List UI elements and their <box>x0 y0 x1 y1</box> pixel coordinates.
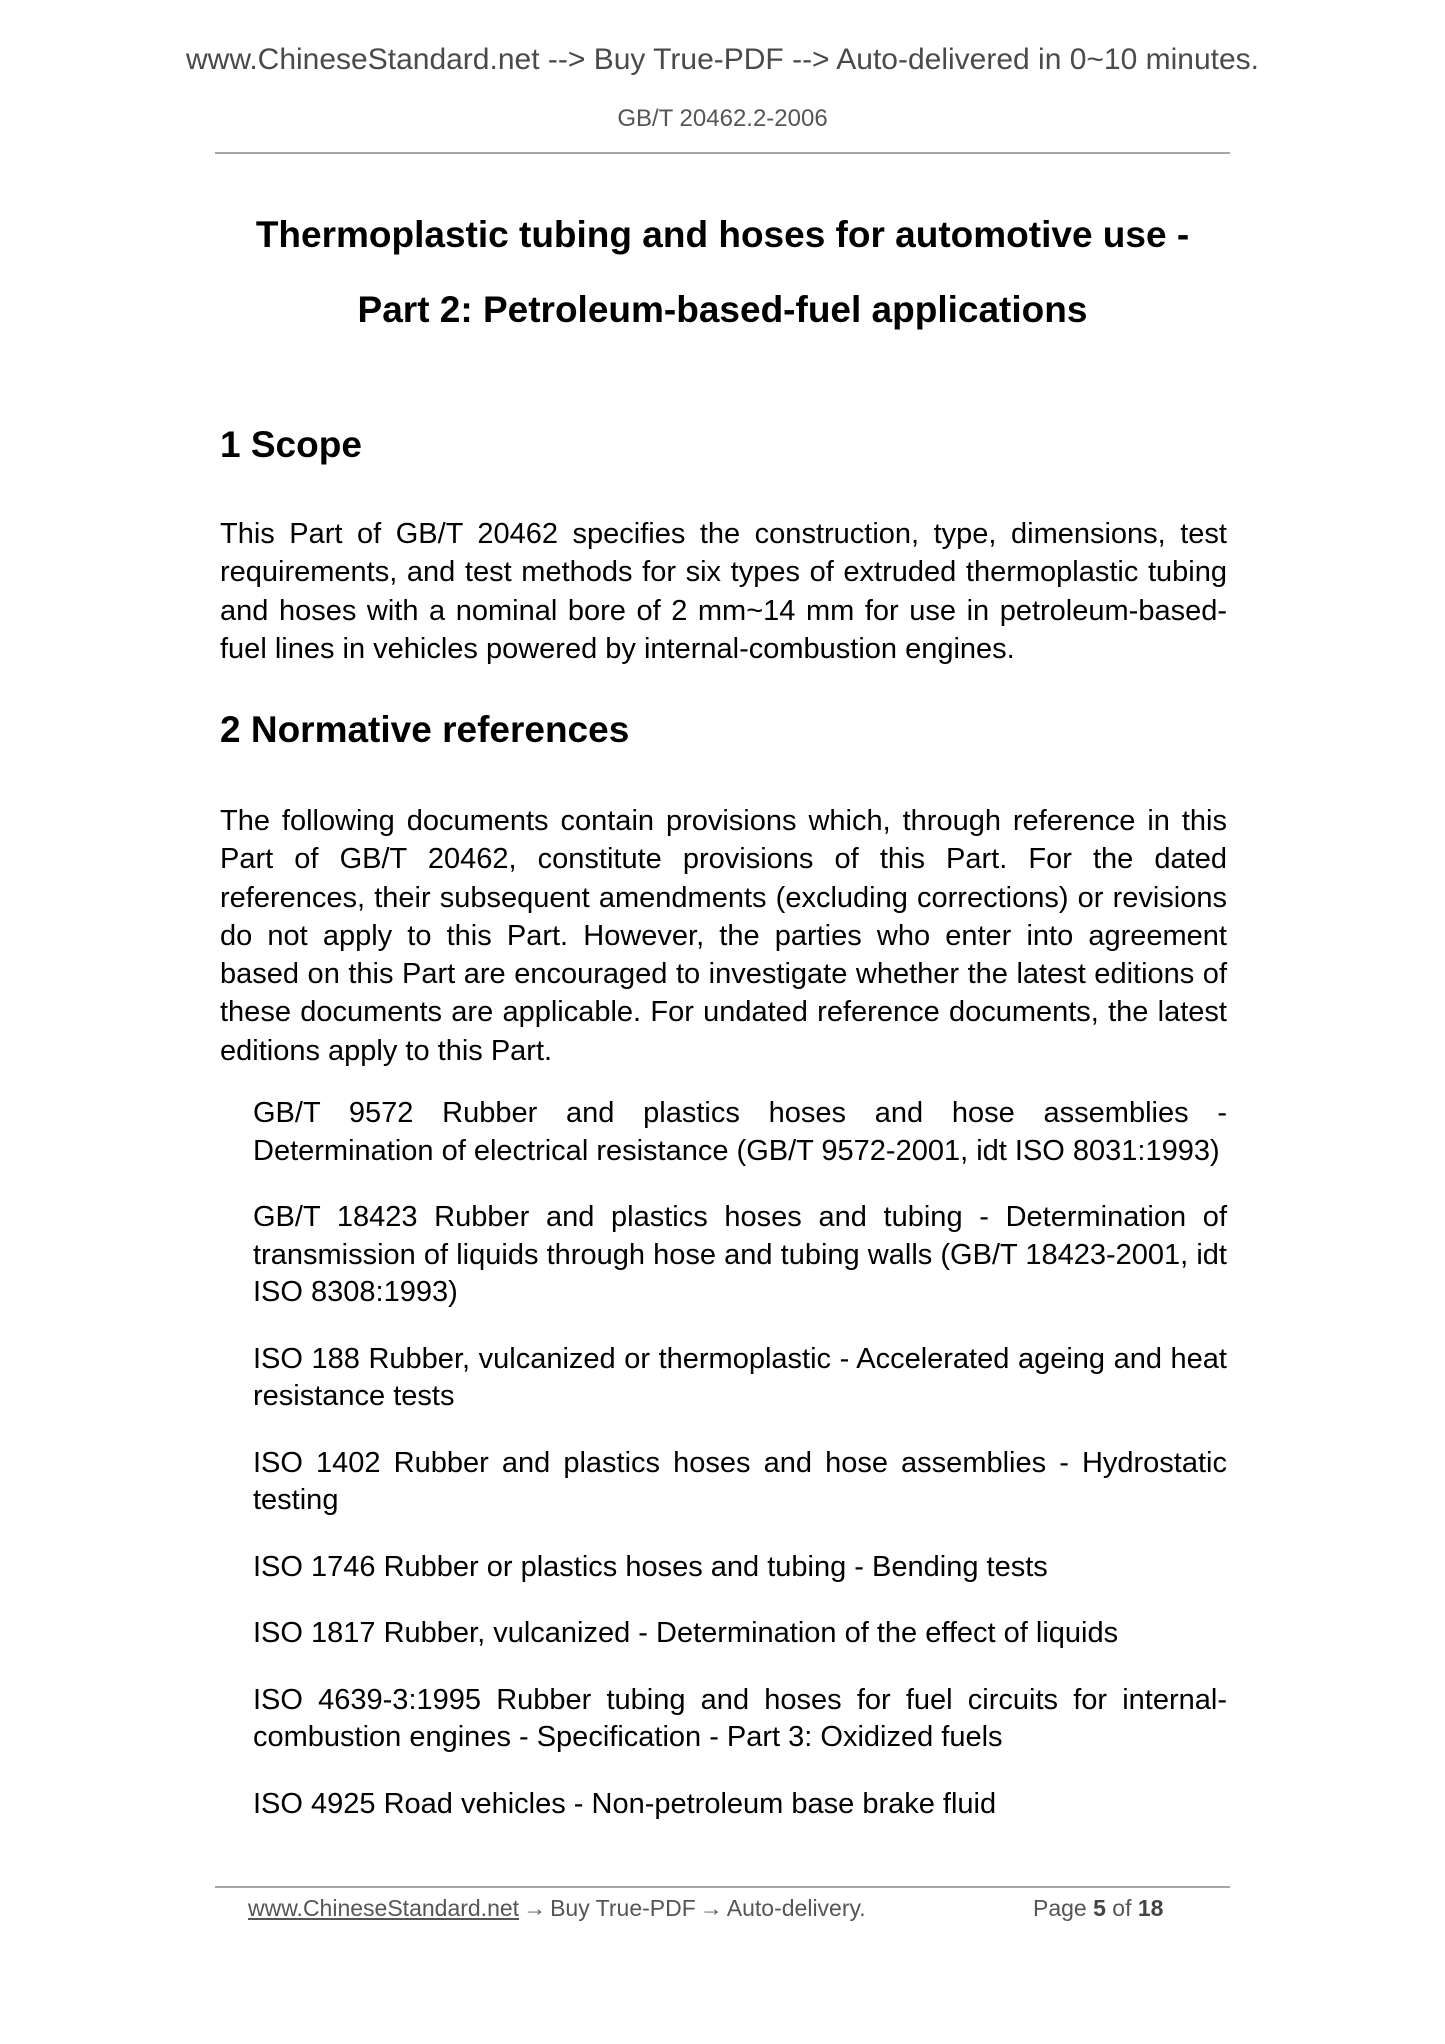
reference-item: ISO 4639-3:1995 Rubber tubing and hoses for fuel circuits for internal-combustion engines - Specification - Part 3: Oxidized fuels <box>253 1683 1227 1753</box>
reference-item: ISO 1746 Rubber or plastics hoses and tubing - Bending tests <box>253 1550 1048 1583</box>
footer-buy-text: Buy True-PDF <box>550 1895 696 1921</box>
reference-item: GB/T 18423 Rubber and plastics hoses and tubing - Determination of transmission of liquids through hose and tubing walls (GB/T 18423-2001, idt ISO 8308:1993) <box>253 1201 1227 1308</box>
reference-item: ISO 188 Rubber, vulcanized or thermoplastic - Accelerated ageing and heat resistance tests <box>253 1342 1227 1412</box>
section-heading: 2 Normative references <box>220 709 630 750</box>
arrow-right-icon: → <box>699 1895 723 1921</box>
current-page-number: 5 <box>1093 1895 1106 1921</box>
document-number: GB/T 20462.2-2006 <box>617 105 828 132</box>
scope-body <box>220 515 1227 668</box>
reference-item: GB/T 9572 Rubber and plastics hoses and hose assemblies - Determination of electrical resistance (GB/T 9572-2001, idt ISO 8031:1993) <box>253 1097 1227 1167</box>
page-label: Page <box>1033 1895 1087 1921</box>
footer-delivery-text: Auto-delivery. <box>726 1895 866 1921</box>
normative-references-body <box>220 802 1227 1070</box>
scope-paragraph: This Part of GB/T 20462 specifies the construction, type, dimensions, test requirements, and test methods for six types of extruded thermoplastic tubing and hoses with a nominal bore of 2 mm~14 mm for use in petroleum-based-fuel lines in vehicles powered by internal-combustion engines. <box>220 518 1227 665</box>
section-scope <box>220 423 1227 467</box>
section-heading: 1 Scope <box>220 424 362 465</box>
site-banner: www.ChineseStandard.net --> Buy True-PDF --> Auto-delivered in 0~10 minutes. <box>185 43 1260 76</box>
document-title-line-2: Part 2: Petroleum-based-fuel applications <box>357 289 1088 330</box>
normative-references-paragraph: The following documents contain provisions which, through reference in this Part of GB/T 20462, constitute provisions of this Part. For the dated references, their subsequent amendments (excluding corrections) or revisions do not apply to this Part. However, the parties who enter into agreement based on this Part are encouraged to investigate whether the latest editions of these documents are applicable. For undated reference documents, the latest editions apply to this Part. <box>220 805 1227 1067</box>
header-divider <box>215 152 1230 154</box>
reference-item: ISO 4925 Road vehicles - Non-petroleum base brake fluid <box>253 1787 997 1820</box>
page-indicator <box>1033 1893 1163 1923</box>
reference-list <box>220 1095 1227 1852</box>
arrow-right-icon: → <box>523 1895 547 1921</box>
section-normative-references <box>220 708 1227 752</box>
total-pages-number: 18 <box>1137 1895 1164 1921</box>
of-label: of <box>1112 1895 1132 1921</box>
footer-divider <box>215 1886 1230 1888</box>
reference-item: ISO 1817 Rubber, vulcanized - Determination of the effect of liquids <box>253 1617 1119 1649</box>
footer-promo <box>248 1893 866 1923</box>
footer-site-link[interactable]: www.ChineseStandard.net <box>248 1895 520 1921</box>
document-title-line-1: Thermoplastic tubing and hoses for automotive use - <box>255 214 1190 255</box>
reference-item: ISO 1402 Rubber and plastics hoses and hose assemblies - Hydrostatic testing <box>253 1446 1227 1516</box>
